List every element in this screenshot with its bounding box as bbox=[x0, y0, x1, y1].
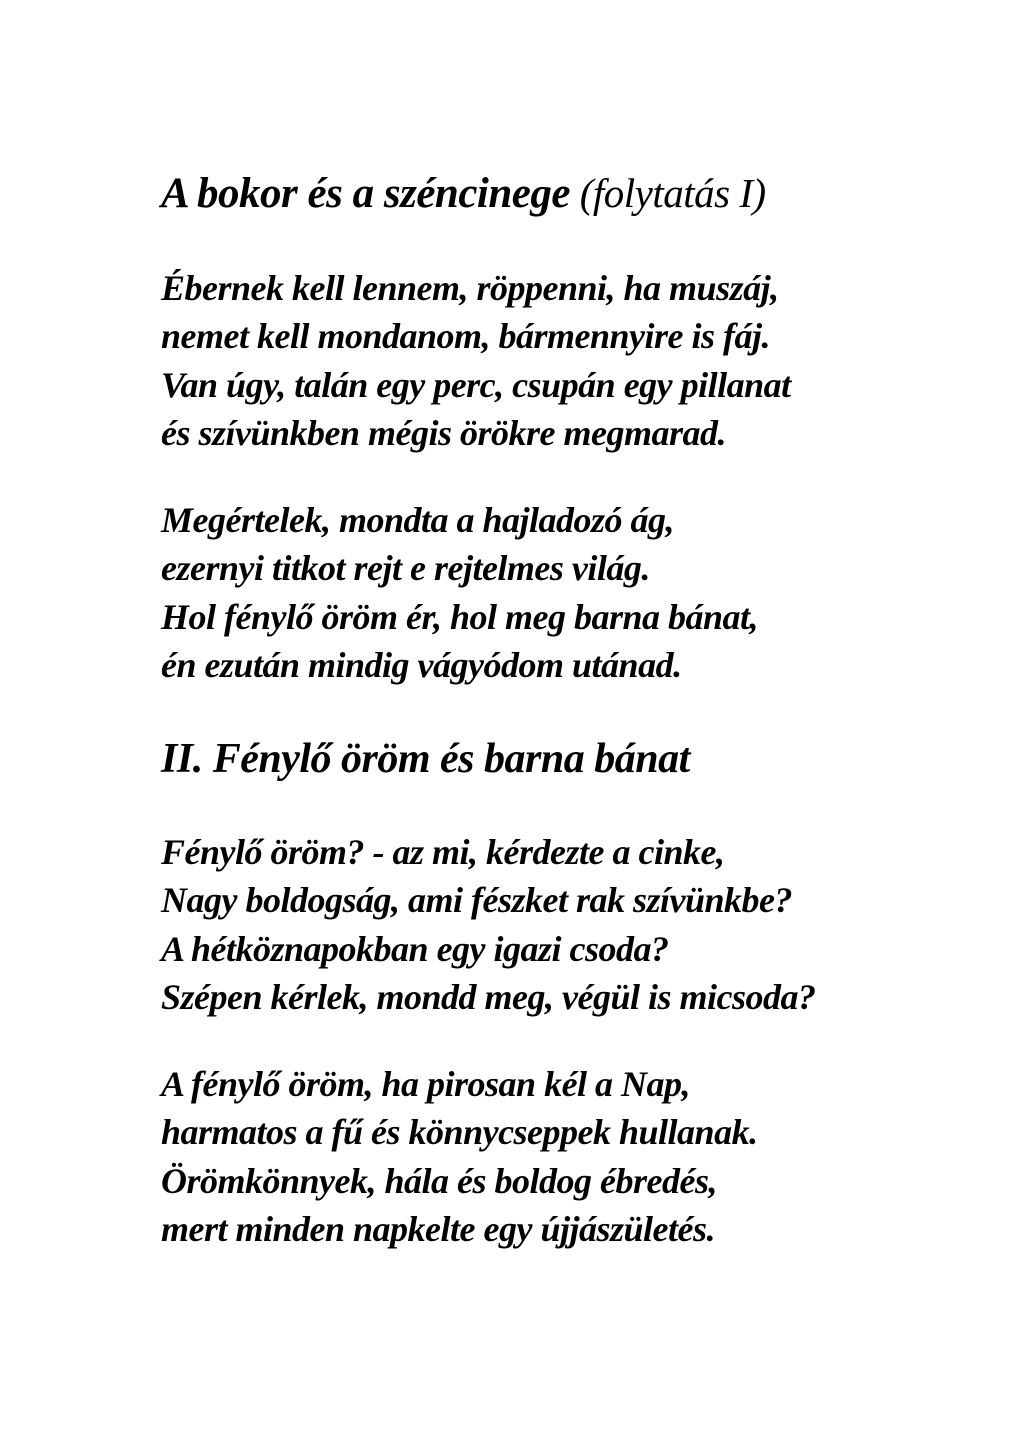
section-heading: II. Fénylő öröm és barna bánat bbox=[161, 735, 690, 782]
poem-line: én ezután mindig vágyódom utánad. bbox=[161, 645, 682, 686]
poem-title bbox=[161, 168, 981, 220]
poem-line: A fénylő öröm, ha pirosan kél a Nap, bbox=[161, 1063, 691, 1104]
poem-title-main: A bokor és a széncinege bbox=[161, 170, 570, 217]
poem-stanza-2 bbox=[161, 496, 981, 690]
poem-line: Ébernek kell lennem, röppenni, ha muszáj, bbox=[161, 267, 779, 308]
poem-stanza-1 bbox=[161, 264, 981, 458]
poem-line: mert minden napkelte egy újjászületés. bbox=[161, 1209, 715, 1250]
poem-line: nemet kell mondanom, bármennyire is fáj. bbox=[161, 316, 771, 357]
poem-line: A hétköznapokban egy igazi csoda? bbox=[161, 928, 669, 969]
poem-line: Megértelek, mondta a hajladozó ág, bbox=[161, 499, 674, 540]
poem-line: ezernyi titkot rejt e rejtelmes világ. bbox=[161, 548, 650, 589]
poem-stanza-3 bbox=[161, 828, 981, 1022]
poem-stanza-4 bbox=[161, 1060, 981, 1254]
poem-content bbox=[161, 168, 981, 1254]
poem-line: és szívünkben mégis örökre megmarad. bbox=[161, 413, 727, 454]
poem-title-suffix: (folytatás I) bbox=[569, 170, 766, 216]
poem-line: Szépen kérlek, mondd meg, végül is micsoda? bbox=[161, 977, 816, 1018]
poem-line: Fénylő öröm? - az mi, kérdezte a cinke, bbox=[161, 831, 725, 872]
poem-line: Hol fénylő öröm ér, hol meg barna bánat, bbox=[161, 596, 759, 637]
poem-line: Nagy boldogság, ami fészket rak szívünkbe? bbox=[161, 880, 792, 921]
poem-line: harmatos a fű és könnycseppek hullanak. bbox=[161, 1112, 758, 1153]
poem-line: Örömkönnyek, hála és boldog ébredés, bbox=[161, 1160, 717, 1201]
poem-line: Van úgy, talán egy perc, csupán egy pillanat bbox=[161, 364, 791, 405]
